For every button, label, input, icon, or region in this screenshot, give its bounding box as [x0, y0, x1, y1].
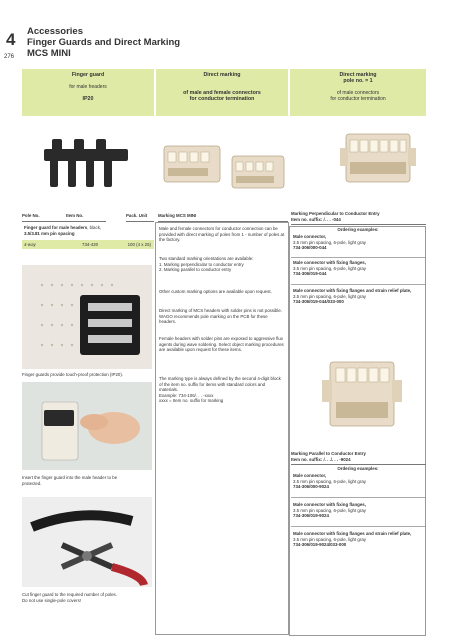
- example-spec: 3.5 mm pin spacing, 6-pole, light gray: [293, 536, 366, 542]
- suffix-example: Example: 734-106/. . . -xxxx: [159, 392, 214, 398]
- parallel-header: [291, 449, 426, 465]
- separator: [291, 526, 425, 527]
- header-sub: for conductor termination: [330, 96, 386, 102]
- par-example-3: [293, 531, 423, 548]
- col-pole-no: Pole No.: [22, 209, 82, 222]
- header-sub-bold: IP20: [82, 96, 94, 102]
- example-spec: 3.5 mm pin spacing, 6-pole, light gray: [293, 239, 366, 245]
- cut-illustration: [22, 497, 152, 587]
- title-line-3: MCS MINI: [27, 48, 71, 59]
- example-item: 734-306/000-044: [293, 245, 327, 251]
- perp-suffix: Item no. suffix: /. . . -044: [291, 217, 341, 222]
- title-line-1: Accessories: [27, 26, 83, 37]
- connector-pole1-image: [338, 124, 418, 194]
- marking-paragraph-1: Male and female connectors for conductor connection can be provided with direct marking of poles from 1 - number of poles at the factory.: [159, 226, 285, 243]
- header-direct-marking: [156, 69, 288, 116]
- example-spec: 3.5 mm pin spacing, 6-pole, light gray: [293, 507, 366, 513]
- col-pack-unit: Pack. Unit: [126, 209, 154, 222]
- insert-illustration: [22, 382, 152, 470]
- desc-bold: Finger guard for male headers: [24, 225, 88, 230]
- par-examples-label: Ordering examples:: [337, 466, 379, 471]
- par-example-2: [293, 502, 423, 519]
- marking-paragraph-2: [159, 256, 285, 273]
- finger-guard-image: [38, 135, 134, 191]
- desc-line2: 3.5/3.81 mm pin spacing: [24, 230, 75, 236]
- pole-value: 4-way: [24, 242, 36, 247]
- example-item: 734-306/019-044: [293, 271, 327, 277]
- finger-guard-desc: [24, 225, 152, 236]
- header-direct-marking-pole1: [290, 69, 426, 116]
- parallel-marking-image: [320, 352, 404, 438]
- example-spec: 3.5 mm pin spacing, 6-pole, light gray: [293, 293, 366, 299]
- perp-example-3: [293, 288, 423, 305]
- example-name: Male connector,: [293, 234, 327, 239]
- header-sub: of male connectors: [336, 90, 380, 96]
- orientation-intro: Two standard marking orientations are available:: [159, 256, 254, 261]
- pack-value: 100 (4 x 25): [127, 242, 151, 247]
- marking-paragraph-5: Female headers with solder pins are exposed to aggressive flux agents during wave soldering. Select object marking procedures are available upon request for these items.: [159, 336, 284, 353]
- item-value: 734-420: [82, 242, 99, 247]
- suffix-explanation: The marking type is always defined by the second 4-digit block of the item no. suffix for items with standard colors and materials.: [159, 376, 281, 393]
- header-title: Direct marking: [203, 72, 241, 78]
- page-title: [27, 26, 180, 59]
- example-spec: 3.5 mm pin spacing, 6-pole, light gray: [293, 478, 366, 484]
- example-item: 734-306/019-9024: [293, 513, 329, 519]
- finger-guard-row: [22, 240, 154, 249]
- col-marking: Marking MCS MINI: [158, 209, 288, 222]
- desc-rest: , black,: [87, 225, 102, 230]
- marking-column-box: [155, 222, 289, 635]
- photo-pcb: [22, 265, 152, 369]
- header-title: Direct marking: [339, 72, 377, 78]
- marking-paragraph-6: [159, 376, 285, 404]
- photo-insert: [22, 382, 152, 470]
- perp-example-1: [293, 234, 423, 251]
- page-number: 276: [4, 54, 15, 60]
- caption-cut: [22, 592, 152, 603]
- marking-paragraph-4: Direct marking of MCS headers with solder pins is not possible. WAGO recommends pole marking on the PCB for these headers.: [159, 308, 282, 325]
- male-connector-image: [228, 150, 288, 194]
- photo-cut: [22, 497, 152, 587]
- example-name: Male connector with fixing flanges and strain relief plate,: [293, 531, 412, 536]
- header-title: Finger guard: [71, 72, 105, 78]
- separator: [291, 497, 425, 498]
- separator: [291, 284, 425, 285]
- example-item: 734-306/019-044/033-000: [293, 299, 344, 305]
- caption-cut-line1: Cut finger guard to the required number of poles.: [22, 592, 117, 597]
- caption-insert-line2: protected.: [22, 480, 42, 486]
- header-title-2: pole no. = 1: [343, 78, 373, 84]
- orientation-2: 2. Marking parallel to conductor entry: [159, 267, 232, 273]
- perp-example-2: [293, 260, 423, 277]
- chapter-number: 4: [6, 30, 16, 49]
- par-example-1: [293, 473, 423, 490]
- caption-touch-proof: Finger guards provide touch-proof protection (IP20).: [22, 372, 124, 377]
- header-sub-bold: of male and female connectors: [183, 90, 261, 96]
- example-item: 734-306/000-9024: [293, 484, 329, 490]
- col-perpendicular: [291, 209, 426, 225]
- pcb-illustration: [22, 265, 152, 369]
- suffix-legend: xxxx = Item no. suffix for marking: [159, 398, 224, 404]
- title-line-2: Finger Guards and Direct Marking: [27, 37, 181, 48]
- header-sub: for male headers: [69, 84, 107, 90]
- parallel-title: Marking Parallel to Conductor Entry: [291, 451, 366, 456]
- caption-cut-line2: Do not use single-pole covers!: [22, 597, 82, 603]
- example-name: Male connector with fixing flanges and strain relief plate,: [293, 288, 412, 293]
- example-name: Male connector with fixing flanges,: [293, 260, 366, 265]
- example-spec: 3.5 mm pin spacing, 6-pole, light gray: [293, 265, 366, 271]
- female-connector-image: [160, 138, 224, 190]
- col-item-no: Item No.: [66, 209, 106, 222]
- separator: [291, 257, 425, 258]
- orientation-1: 1. Marking perpendicular to conductor entry: [159, 261, 244, 267]
- parallel-suffix: Item no. suffix: /. . ./. . . -9024: [291, 457, 351, 462]
- perp-examples-label: Ordering examples:: [337, 227, 379, 232]
- perp-title: Marking Perpendicular to Conductor Entry: [291, 211, 380, 216]
- header-sub-bold: for conductor termination: [189, 96, 255, 102]
- marking-paragraph-3: Other custom marking options are available upon request.: [159, 289, 272, 294]
- header-finger-guard: [22, 69, 154, 116]
- caption-insert-line1: Insert the finger guard into the male header to be: [22, 475, 118, 480]
- example-name: Male connector with fixing flanges,: [293, 502, 366, 507]
- example-item: 734-306/019-9024/033-000: [293, 542, 347, 548]
- example-name: Male connector,: [293, 473, 327, 478]
- caption-insert: [22, 475, 152, 486]
